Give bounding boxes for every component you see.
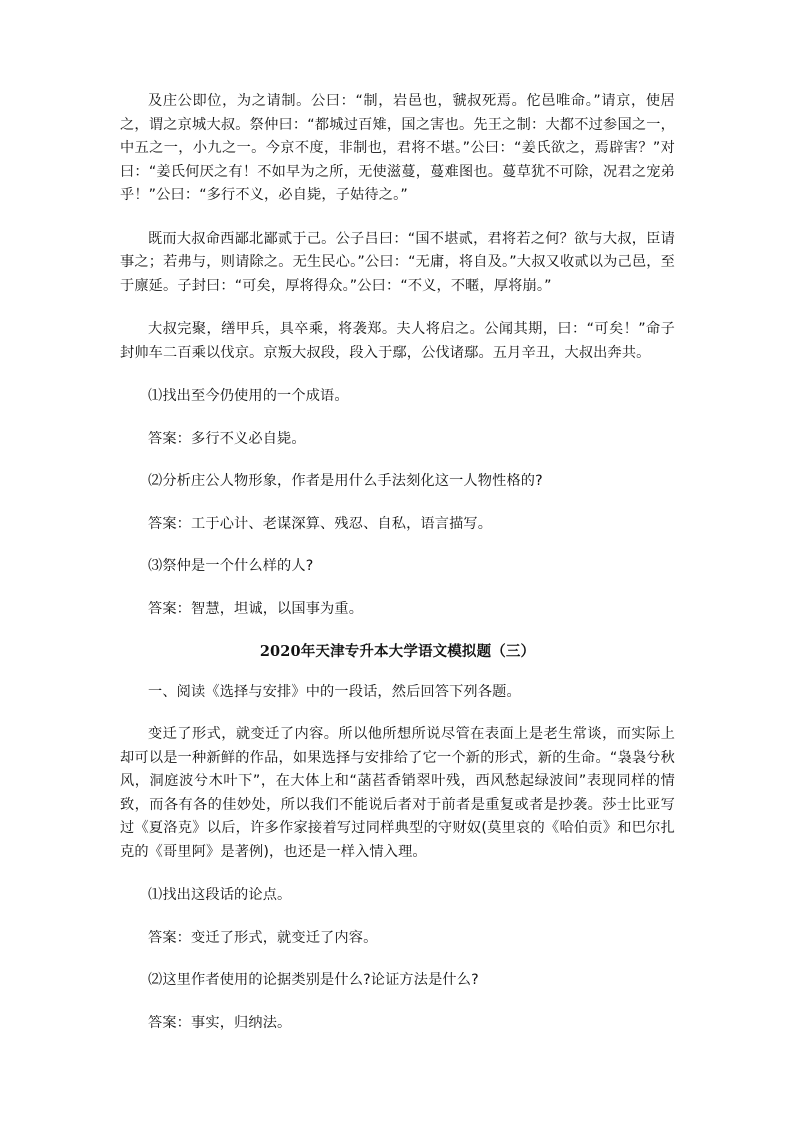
answer-2-2: 答案：事实，归纳法。 — [148, 1014, 292, 1031]
answer-2-1: 答案：变迁了形式，就变迁了内容。 — [148, 929, 378, 946]
passage1-paragraph-1: 及庄公即位，为之请制。公曰：“制，岩邑也，虢叔死焉。佗邑唯命。”请京，使居之，谓之京城大叔。祭仲曰：“都城过百雉，国之害也。先王之制：大都不过参国之一，中五之一，小九之一。今京不度，非制也，君将不堪。”公曰：“姜氏欲之，焉辟害？”对曰：“姜氏何厌之有！不如早为之所，无使滋蔓，蔓难图也。蔓草犹不可除，况君之宠弟乎！”公曰：“多行不义，必自毙，子姑待之。” — [120, 93, 675, 203]
question-1-2: ⑵分析庄公人物形象，作者是用什么手法刻化这一人物性格的? — [148, 473, 543, 489]
answer-1-2: 答案：工于心计、老谋深算、残忍、自私，语言描写。 — [148, 515, 493, 532]
answer-1-3: 答案：智慧，坦诚，以国事为重。 — [148, 600, 364, 617]
document-content — [120, 90, 675, 1054]
question-1-3: ⑶祭仲是一个什么样的人? — [148, 558, 314, 574]
exam-heading: 2020年天津专升本大学语文模拟题（三） — [259, 643, 536, 660]
section-title: 一、阅读《选择与安排》中的一段话，然后回答下列各题。 — [148, 683, 521, 700]
question-2-2: ⑵这里作者使用的论据类别是什么?论证方法是什么? — [148, 972, 479, 988]
answer-1-1: 答案：多行不义必自毙。 — [148, 430, 306, 447]
question-2-1: ⑴找出这段话的论点。 — [148, 887, 292, 903]
question-1-1: ⑴找出至今仍使用的一个成语。 — [148, 388, 349, 404]
passage1-paragraph-2: 既而大叔命西鄙北鄙贰于己。公子吕曰：“国不堪贰，君将若之何？欲与大叔，臣请事之；若弗与，则请除之。无生民心。”公曰：“无庸，将自及。”大叔又收贰以为己邑，至于廪延。子封曰：“可矣，厚将得众。”公曰：“不义，不暱，厚将崩。” — [120, 230, 675, 294]
passage2-paragraph: 变迁了形式，就变迁了内容。所以他所想所说尽管在表面上是老生常谈，而实际上却可以是一种新鲜的作品，如果选择与安排给了它一个新的形式，新的生命。“袅袅兮秋风，洞庭波兮木叶下”，在大体上和“菡萏香销翠叶残，西风愁起绿波间”表现同样的情致，而各有各的佳妙处，所以我们不能说后者对于前者是重复或者是抄袭。莎士比亚写过《夏洛克》以后，许多作家接着写过同样典型的守财奴(莫里哀的《哈伯贡》和巴尔扎克的《哥里阿》是著例)，也还是一样入情入理。 — [120, 726, 675, 860]
passage1-paragraph-3: 大叔完聚，缮甲兵，具卒乘，将袭郑。夫人将启之。公闻其期，曰：“可矣！”命子封帅车二百乘以伐京。京叛大叔段，段入于鄢，公伐诸鄢。五月辛丑，大叔出奔共。 — [120, 321, 675, 361]
